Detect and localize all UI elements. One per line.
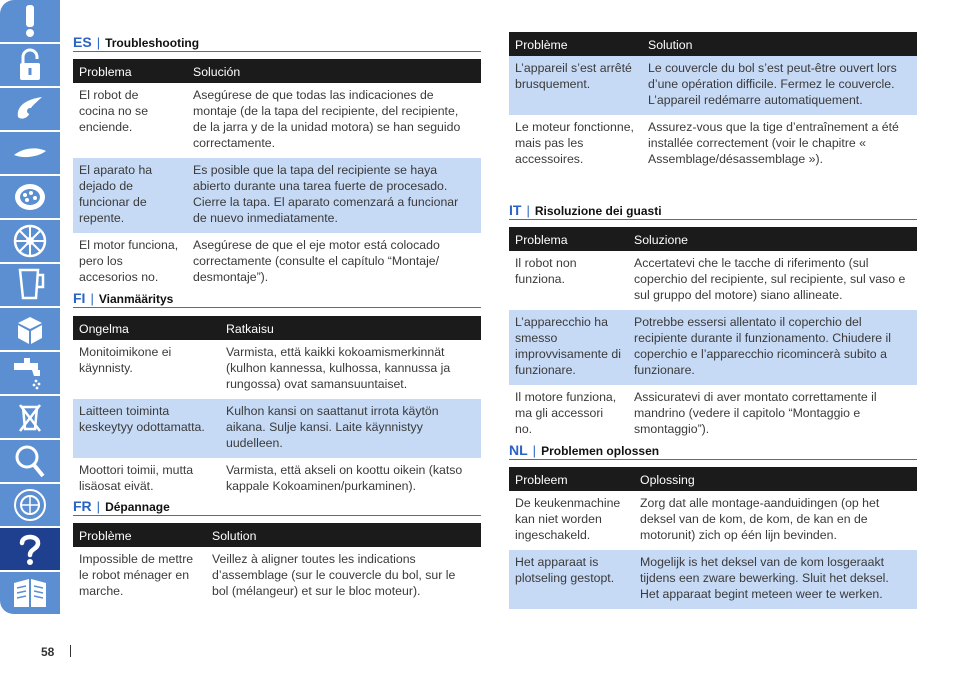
solution-cell: Assurez-vous que la tige d’entraînement a été installée correctement (voir le chapitre « Assemblage/désassemblage »).: [648, 120, 899, 166]
problem-cell: De keukenmachine kan niet worden ingeschakeld.: [515, 496, 621, 542]
heading-separator: |: [90, 291, 94, 306]
section-it: [509, 202, 917, 444]
problem-cell: Laitteen toiminta keskeytyy odottamatta.: [73, 399, 220, 458]
tab-assembly[interactable]: [0, 44, 60, 87]
tab-search[interactable]: [0, 440, 60, 483]
table-row: [509, 251, 917, 310]
section-heading: [73, 34, 481, 52]
column-header: Probleem: [509, 467, 634, 491]
table-row: [509, 56, 917, 115]
heading-separator: |: [96, 499, 101, 514]
heading-separator: |: [532, 443, 537, 458]
column-header: Problème: [73, 523, 206, 547]
solution-cell: Asegúrese de que todas las indicaciones de montaje (de la tapa del recipiente, del recipiente, de la jarra y de la unidad motora) se han seguido correctamente.: [193, 88, 461, 150]
tab-citrus[interactable]: [0, 220, 60, 263]
tab-manual[interactable]: [0, 572, 60, 615]
problem-cell: L’apparecchio ha smesso improvvisamente di funzionare.: [509, 310, 628, 385]
table-row: [509, 115, 917, 174]
problem-cell: Il robot non funziona.: [515, 256, 577, 286]
troubleshooting-table: [73, 523, 481, 606]
language-code: IT: [509, 202, 522, 218]
solution-cell: Le couvercle du bol s’est peut-être ouvert lors d’une opération difficile. Fermez le couvercle. L’appareil redémarre automatiquement.: [642, 56, 917, 115]
page-number-divider: [70, 645, 71, 657]
table-row: [73, 458, 481, 501]
table-row: [509, 385, 917, 444]
column-header: Ongelma: [73, 316, 220, 340]
tab-disc[interactable]: [0, 132, 60, 175]
tab-troubleshooting[interactable]: [0, 528, 60, 571]
table-header-row: [73, 59, 481, 83]
magnifier-icon: [10, 443, 50, 479]
section-title: Troubleshooting: [105, 36, 200, 50]
problem-cell: Impossible de mettre le robot ménager en marche.: [79, 552, 194, 598]
recycle-icon: [10, 399, 50, 435]
problem-cell: Le moteur fonctionne, mais pas les accessoires.: [515, 120, 634, 166]
section-es: [73, 34, 481, 292]
section-title: Problemen oplossen: [541, 444, 660, 458]
table-header-row: [509, 32, 917, 56]
table-row: [73, 83, 481, 158]
column-header: Problème: [509, 32, 642, 56]
chapter-sidebar: [0, 0, 60, 640]
solution-cell: Mogelijk is het deksel van de kom losgeraakt tijdens een zware bewerking. Sluit het deksel. Het apparaat begint meteen weer te werken.: [634, 550, 917, 609]
table-row: [73, 547, 481, 606]
table-row: [73, 399, 481, 458]
troubleshooting-table: [509, 467, 917, 609]
troubleshooting-table: [509, 227, 917, 444]
section-fi: [73, 290, 481, 501]
problem-cell: L’appareil s’est arrêté brusquement.: [509, 56, 642, 115]
kneading-icon: [10, 179, 50, 215]
language-code: FR: [73, 498, 92, 514]
tab-blender[interactable]: [0, 264, 60, 307]
problem-cell: El aparato ha dejado de funcionar de repente.: [73, 158, 187, 233]
exclamation-icon: [10, 3, 50, 39]
tap-icon: [10, 355, 50, 391]
section-nl: [509, 442, 917, 609]
solution-cell: Assicuratevi di aver montato correttamente il mandrino (vedere il capitolo “Montaggio e smontaggio”).: [634, 390, 877, 436]
troubleshooting-table: [73, 59, 481, 292]
table-header-row: [509, 467, 917, 491]
storage-icon: [10, 311, 50, 347]
table-row: [509, 310, 917, 385]
solution-cell: Kulhon kansi on saattanut irrota käytön aikana. Sulje kansi. Laite käynnistyy uudelleen.: [220, 399, 481, 458]
page-number: 58: [41, 645, 55, 659]
section-fr-continued: [509, 32, 917, 174]
lock-icon: [10, 47, 50, 83]
column-header: Solution: [206, 523, 481, 547]
table-row: [73, 233, 481, 292]
table-header-row: [73, 316, 481, 340]
section-heading: [509, 202, 917, 220]
language-code: ES: [73, 34, 92, 50]
table-header-row: [509, 227, 917, 251]
language-code: FI: [73, 290, 86, 306]
section-title: Risoluzione dei guasti: [534, 204, 662, 218]
tab-kneading[interactable]: [0, 176, 60, 219]
section-fr: [73, 498, 481, 606]
column-header: Ratkaisu: [220, 316, 481, 340]
solution-cell: Varmista, että kaikki kokoamismerkinnät (kulhon kannessa, kulhossa, kannussa ja rungossa) ovat samansuuntaiset.: [226, 345, 451, 391]
tab-environment[interactable]: [0, 396, 60, 439]
column-header: Solución: [187, 59, 481, 83]
problem-cell: Monitoimikone ei käynnisty.: [79, 345, 172, 375]
problem-cell: El motor funciona, pero los accesorios no.: [79, 238, 179, 284]
problem-cell: Moottori toimii, mutta lisäosat eivät.: [79, 463, 194, 493]
table-row: [73, 340, 481, 399]
solution-cell: Accertatevi che le tacche di riferimento (sul coperchio del recipiente, sul recipiente, sul vaso e sul gruppo del motore) siano allineate.: [634, 256, 906, 302]
solution-cell: Potrebbe essersi allentato il coperchio del recipiente durante il funzionamento. Chiudere il coperchio e l’apparecchio ricomincerà subito a funzionare.: [628, 310, 917, 385]
table-row: [509, 550, 917, 609]
section-heading: [73, 498, 481, 516]
solution-cell: Varmista, että akseli on koottu oikein (katso kappale Kokoaminen/purkaminen).: [226, 463, 463, 493]
problem-cell: El robot de cocina no se enciende.: [79, 88, 149, 134]
column-header: Oplossing: [634, 467, 917, 491]
column-header: Solution: [642, 32, 917, 56]
tab-blade[interactable]: [0, 88, 60, 131]
language-code: NL: [509, 442, 528, 458]
problem-cell: Het apparaat is plotseling gestopt.: [509, 550, 634, 609]
solution-cell: Es posible que la tapa del recipiente se haya abierto durante una tarea fuerte de procesado. Cierre la tapa. El aparato comenzará a funcionar de nuevo inmediatamente.: [187, 158, 481, 233]
section-heading: [509, 442, 917, 460]
solution-cell: Veillez à aligner toutes les indications d’assemblage (sur le couvercle du bol, sur le bol (mélangeur) et sur le bloc moteur).: [212, 552, 456, 598]
column-header: Problema: [73, 59, 187, 83]
blade-icon: [10, 91, 50, 127]
problem-cell: Il motore funziona, ma gli accessori no.: [515, 390, 617, 436]
column-header: Soluzione: [628, 227, 917, 251]
tab-safety[interactable]: [0, 0, 60, 43]
section-heading: [73, 290, 481, 308]
disc-icon: [10, 135, 50, 171]
troubleshooting-table: [73, 316, 481, 501]
heading-separator: |: [526, 203, 530, 218]
section-title: Dépannage: [105, 500, 170, 514]
solution-cell: Asegúrese de que el eje motor está colocado correctamente (consulte el capítulo “Montaje/ desmontaje”).: [193, 238, 440, 284]
heading-separator: |: [96, 35, 101, 50]
section-title: Vianmääritys: [98, 292, 174, 306]
book-icon: [10, 575, 50, 611]
question-icon: [10, 531, 50, 567]
tab-guarantee[interactable]: [0, 484, 60, 527]
table-row: [73, 158, 481, 233]
jug-icon: [10, 267, 50, 303]
globe-guarantee-icon: [10, 487, 50, 523]
citrus-icon: [10, 223, 50, 259]
column-header: Problema: [509, 227, 628, 251]
tab-storage[interactable]: [0, 308, 60, 351]
solution-cell: Zorg dat alle montage-aanduidingen (op het deksel van de kom, de kom, de kan en de motorunit) zich op één lijn bevinden.: [640, 496, 880, 542]
tab-cleaning[interactable]: [0, 352, 60, 395]
troubleshooting-table: [509, 32, 917, 174]
table-row: [509, 491, 917, 550]
table-header-row: [73, 523, 481, 547]
